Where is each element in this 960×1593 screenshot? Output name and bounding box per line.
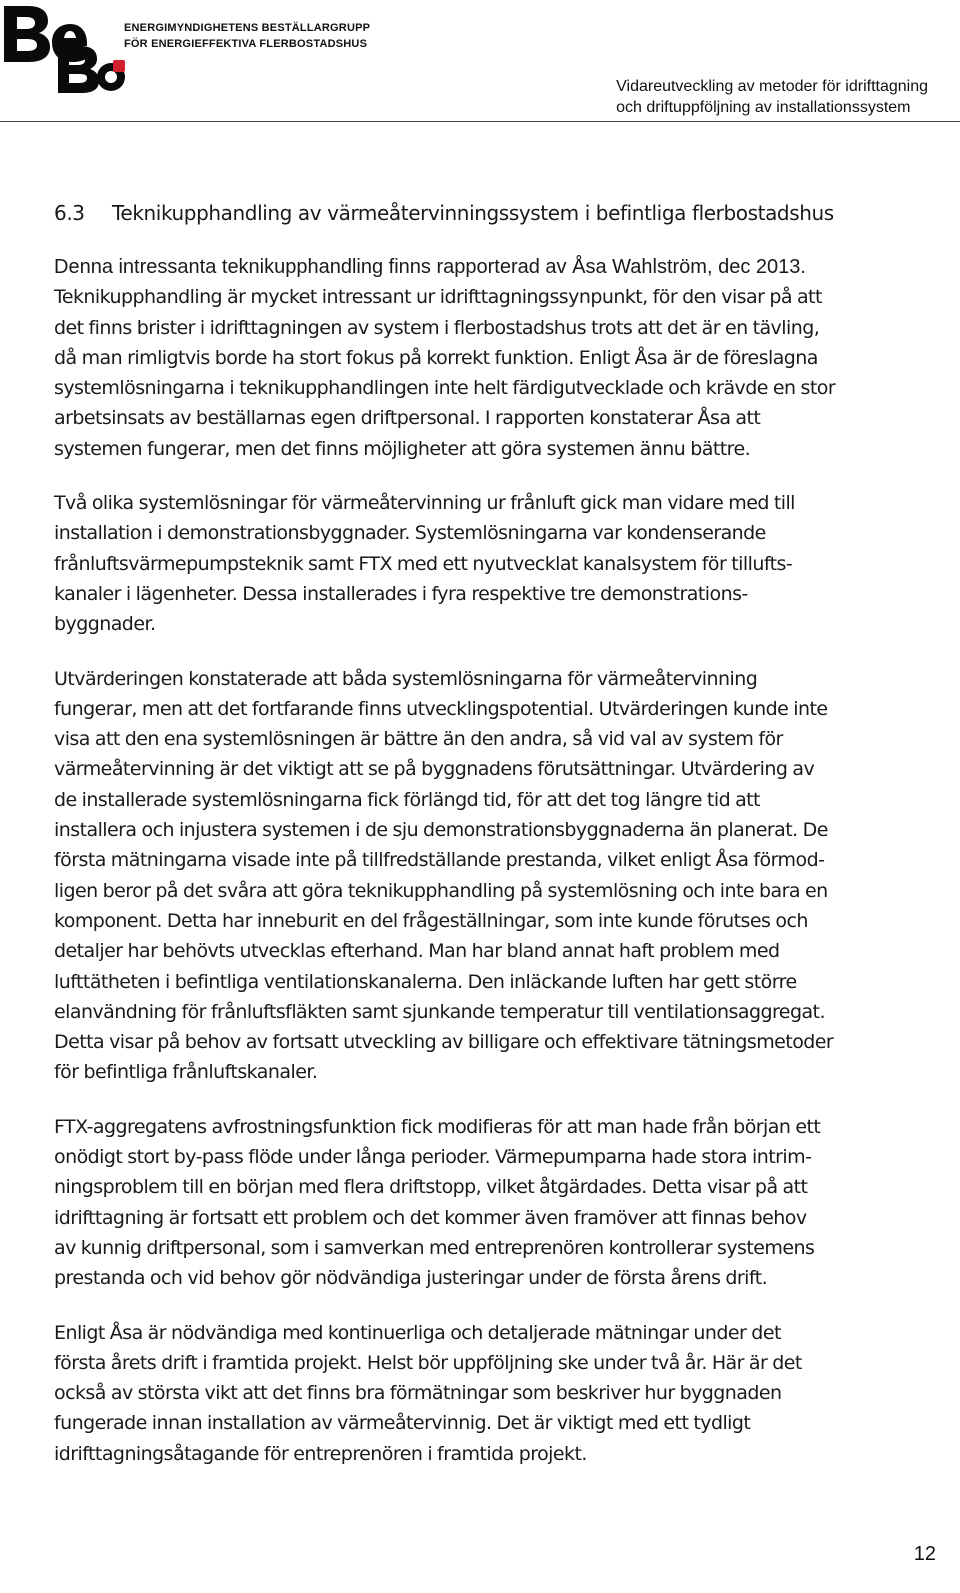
- text-line: värmeåtervinning är det viktigt att se på byggnadens förutsättningar. Utvärdering av: [54, 758, 815, 781]
- text-line: Utvärderingen konstaterade att båda systemlösningarna för värmeåtervinning: [54, 667, 758, 690]
- page-number: 12: [913, 1543, 936, 1565]
- document-title-line-2: och driftuppföljning av installationssystem: [616, 99, 911, 116]
- text-line: byggnader.: [54, 613, 156, 636]
- body-text: [54, 252, 939, 1493]
- organisation-line-2: FÖR ENERGIEFFEKTIVA FLERBOSTADSHUS: [124, 38, 368, 50]
- section-number: 6.3: [54, 201, 85, 225]
- text-line: första årets drift i framtida projekt. Helst bör uppföljning ske under två år. Här är det: [54, 1351, 802, 1374]
- text-line: installation i demonstrationsbyggnader. Systemlösningarna var kondenserande: [54, 522, 766, 545]
- text-line: idrifttagning är fortsatt ett problem och det kommer även framöver att finnas behov: [54, 1206, 807, 1229]
- paragraph: [54, 1112, 939, 1294]
- text-line: Denna intressanta teknikupphandling finns rapporterad av Åsa Wahlström, dec 2013.: [54, 256, 806, 278]
- text-line: prestanda och vid behov gör nödvändiga justeringar under de första årens drift.: [54, 1267, 768, 1290]
- text-line: systemen fungerar, men det finns möjligheter att göra systemen ännu bättre.: [54, 437, 751, 460]
- text-line: Två olika systemlösningar för värmeåtervinning ur frånluft gick man vidare med till: [54, 492, 795, 515]
- document-title: [616, 76, 928, 118]
- text-line: första mätningarna visade inte på tillfredställande prestanda, vilket enligt Åsa förmod-: [54, 849, 825, 872]
- text-line: av kunnig driftpersonal, som i samverkan med entreprenören kontrollerar systemens: [54, 1236, 815, 1259]
- text-line: kanaler i lägenheter. Dessa installerades i fyra respektive tre demonstrations-: [54, 582, 748, 605]
- text-line: ningsproblem till en början med flera driftstopp, vilket åtgärdades. Detta visar på att: [54, 1176, 808, 1199]
- bebo-logo: [2, 2, 126, 94]
- paragraph: [54, 1318, 939, 1469]
- paragraph: [54, 488, 939, 639]
- text-line: för befintliga frånluftskanaler.: [54, 1061, 318, 1084]
- text-line: fungerade innan installation av värmeåtervinnig. Det är viktigt med ett tydligt: [54, 1412, 751, 1435]
- text-line: elanvändning för frånluftsfläkten samt sjunkande temperatur till ventilationsaggregat.: [54, 1000, 825, 1023]
- text-line: lufttätheten i befintliga ventilationskanalerna. Den inläckande luften har gett större: [54, 970, 797, 993]
- document-title-line-1: Vidareutveckling av metoder för idrifttagning: [616, 78, 928, 95]
- text-line: Enligt Åsa är nödvändiga med kontinuerliga och detaljerade mätningar under det: [54, 1321, 781, 1344]
- paragraph: [54, 252, 939, 464]
- text-line: Detta visar på behov av fortsatt utveckling av billigare och effektivare tätningsmetoder: [54, 1031, 834, 1054]
- text-line: FTX-aggregatens avfrostningsfunktion fick modifieras för att man hade från början ett: [54, 1115, 821, 1138]
- text-line: Teknikupphandling är mycket intressant ur idrifttagningssynpunkt, för den visar på att: [54, 286, 822, 309]
- header-divider: [0, 121, 960, 122]
- text-line: fungerar, men att det fortfarande finns utvecklingspotential. Utvärderingen kunde inte: [54, 697, 828, 720]
- text-line: då man rimligtvis borde ha stort fokus på korrekt funktion. Enligt Åsa är de föreslagna: [54, 346, 818, 369]
- paragraph: [54, 664, 939, 1088]
- organisation-line-1: ENERGIMYNDIGHETENS BESTÄLLARGRUPP: [124, 22, 371, 34]
- text-line: ligen beror på det svåra att göra teknikupphandling på systemlösning och inte bara en: [54, 879, 828, 902]
- section-heading: [54, 198, 834, 228]
- text-line: detaljer har behövts utvecklas efterhand. Man har bland annat haft problem med: [54, 940, 780, 963]
- text-line: arbetsinsats av beställarnas egen driftpersonal. I rapporten konstaterar Åsa att: [54, 407, 761, 430]
- text-line: frånluftsvärmepumpsteknik samt FTX med ett nyutvecklat kanalsystem för tillufts-: [54, 552, 793, 575]
- text-line: komponent. Detta har inneburit en del frågeställningar, som inte kunde förutses och: [54, 909, 808, 932]
- organisation-name: [124, 20, 370, 52]
- text-line: det finns brister i idrifttagningen av system i flerbostadshus trots att det är en tävling,: [54, 316, 820, 339]
- text-line: installera och injustera systemen i de sju demonstrationsbyggnaderna än planerat. De: [54, 819, 828, 842]
- text-line: onödigt stort by-pass flöde under långa perioder. Värmepumparna hade stora intrim-: [54, 1146, 812, 1169]
- text-line: också av största vikt att det finns bra förmätningar som beskriver hur byggnaden: [54, 1382, 782, 1405]
- text-line: visa att den ena systemlösningen är bättre än den andra, så vid val av system för: [54, 728, 783, 751]
- text-line: idrifttagningsåtagande för entreprenören i framtida projekt.: [54, 1442, 587, 1465]
- text-line: de installerade systemlösningarna fick förlängd tid, för att det tog längre tid att: [54, 788, 760, 811]
- section-title: Teknikupphandling av värmeåtervinningssystem i befintliga flerbostadshus: [112, 201, 834, 225]
- text-line: systemlösningarna i teknikupphandlingen inte helt färdigutvecklade och krävde en stor: [54, 377, 836, 400]
